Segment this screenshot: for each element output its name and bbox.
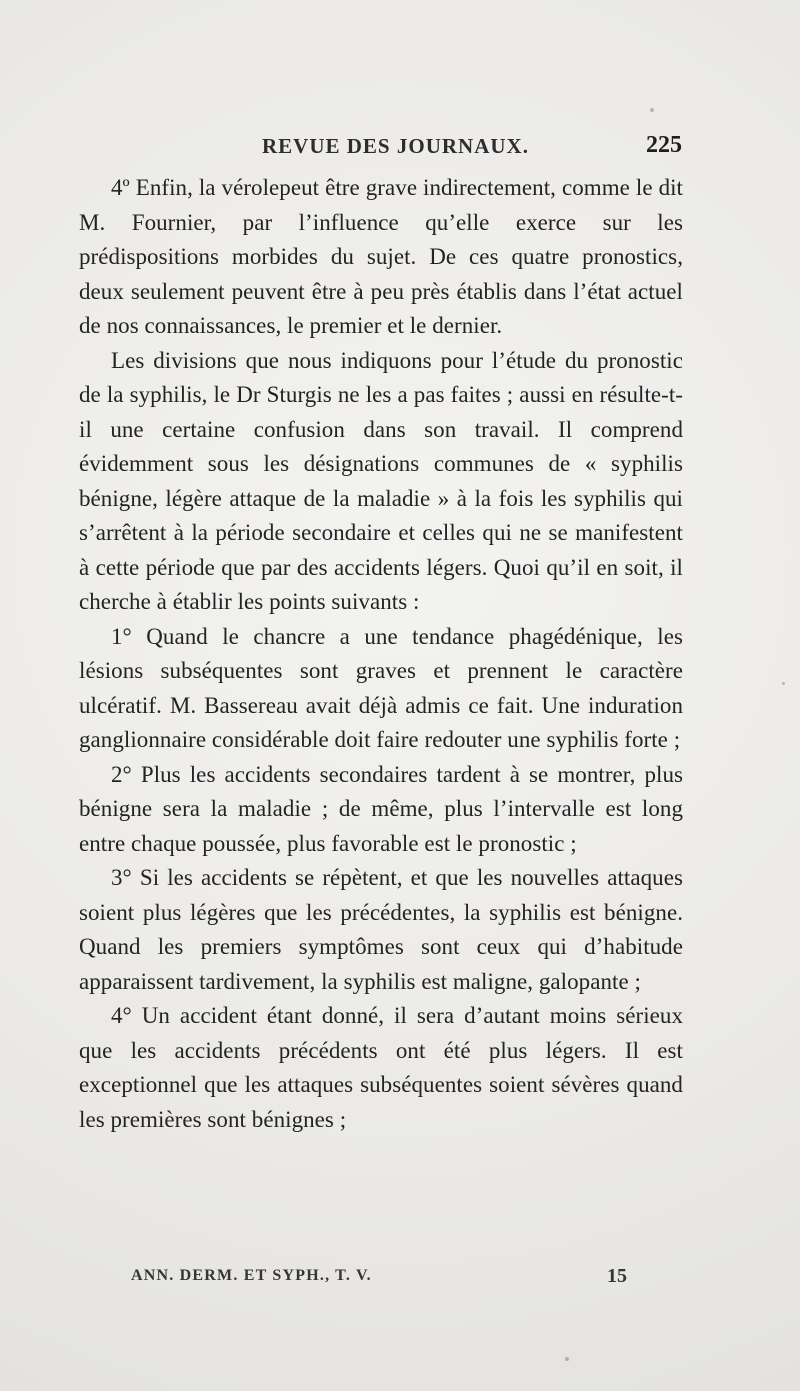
paper-speck <box>650 108 654 112</box>
gathering-signature: 15 <box>607 1265 627 1287</box>
running-head <box>78 134 682 164</box>
footer <box>131 1267 627 1291</box>
paragraph-4: 2° Plus les accidents secondaires tardent à se montrer, plus bénigne sera la maladie ; de même, plus l’intervalle est long entre chaque poussée, plus favorable est le pronostic ; <box>79 761 683 856</box>
page-number: 225 <box>646 132 682 158</box>
running-title: REVUE DES JOURNAUX. <box>262 134 529 158</box>
paragraph-3: 1° Quand le chancre a une tendance phagédénique, les lésions subséquentes sont graves et prennent le caractère ulcératif. M. Bassereau avait déjà admis ce fait. Une induration ganglionnaire considérable doit faire redouter une syphilis forte ; <box>79 623 683 752</box>
paragraph-2: Les divisions que nous indiquons pour l’étude du pronostic de la syphilis, le Dr Sturgis ne les a pas faites ; aussi en résulte-t-il une certaine confusion dans son travail. Il comprend évidemment sous les désignations communes de « syphilis bénigne, légère attaque de la maladie » à la fois les syphilis qui s’arrêtent à la période secondaire et celles qui ne se manifestent à cette période que par des accidents légers. Quoi qu’il en soit, il cherche à établir les points suivants : <box>79 347 683 614</box>
paper-speck-2 <box>565 1357 569 1361</box>
journal-signature: ANN. DERM. ET SYPH., T. V. <box>131 1267 372 1284</box>
paragraph-6: 4° Un accident étant donné, il sera d’autant moins sérieux que les accidents précédents ont été plus légers. Il est exceptionnel que les attaques subséquentes soient sévères quand les premières sont bénignes ; <box>79 1003 683 1132</box>
body-text <box>79 171 683 1137</box>
paper-speck-3 <box>782 682 785 685</box>
paragraph-1: 4º Enfin, la vérolepeut être grave indirectement, comme le dit M. Fournier, par l’influence qu’elle exerce sur les prédispositions morbides du sujet. De ces quatre pronostics, deux seulement peuvent être à peu près établis dans l’état actuel de nos connaissances, le premier et le dernier. <box>79 175 683 338</box>
paragraph-5: 3° Si les accidents se répètent, et que les nouvelles attaques soient plus légères que les précédentes, la syphilis est bénigne. Quand les premiers symptômes sont ceux qui d’habitude apparaissent tardivement, la syphilis est maligne, galopante ; <box>79 865 683 994</box>
